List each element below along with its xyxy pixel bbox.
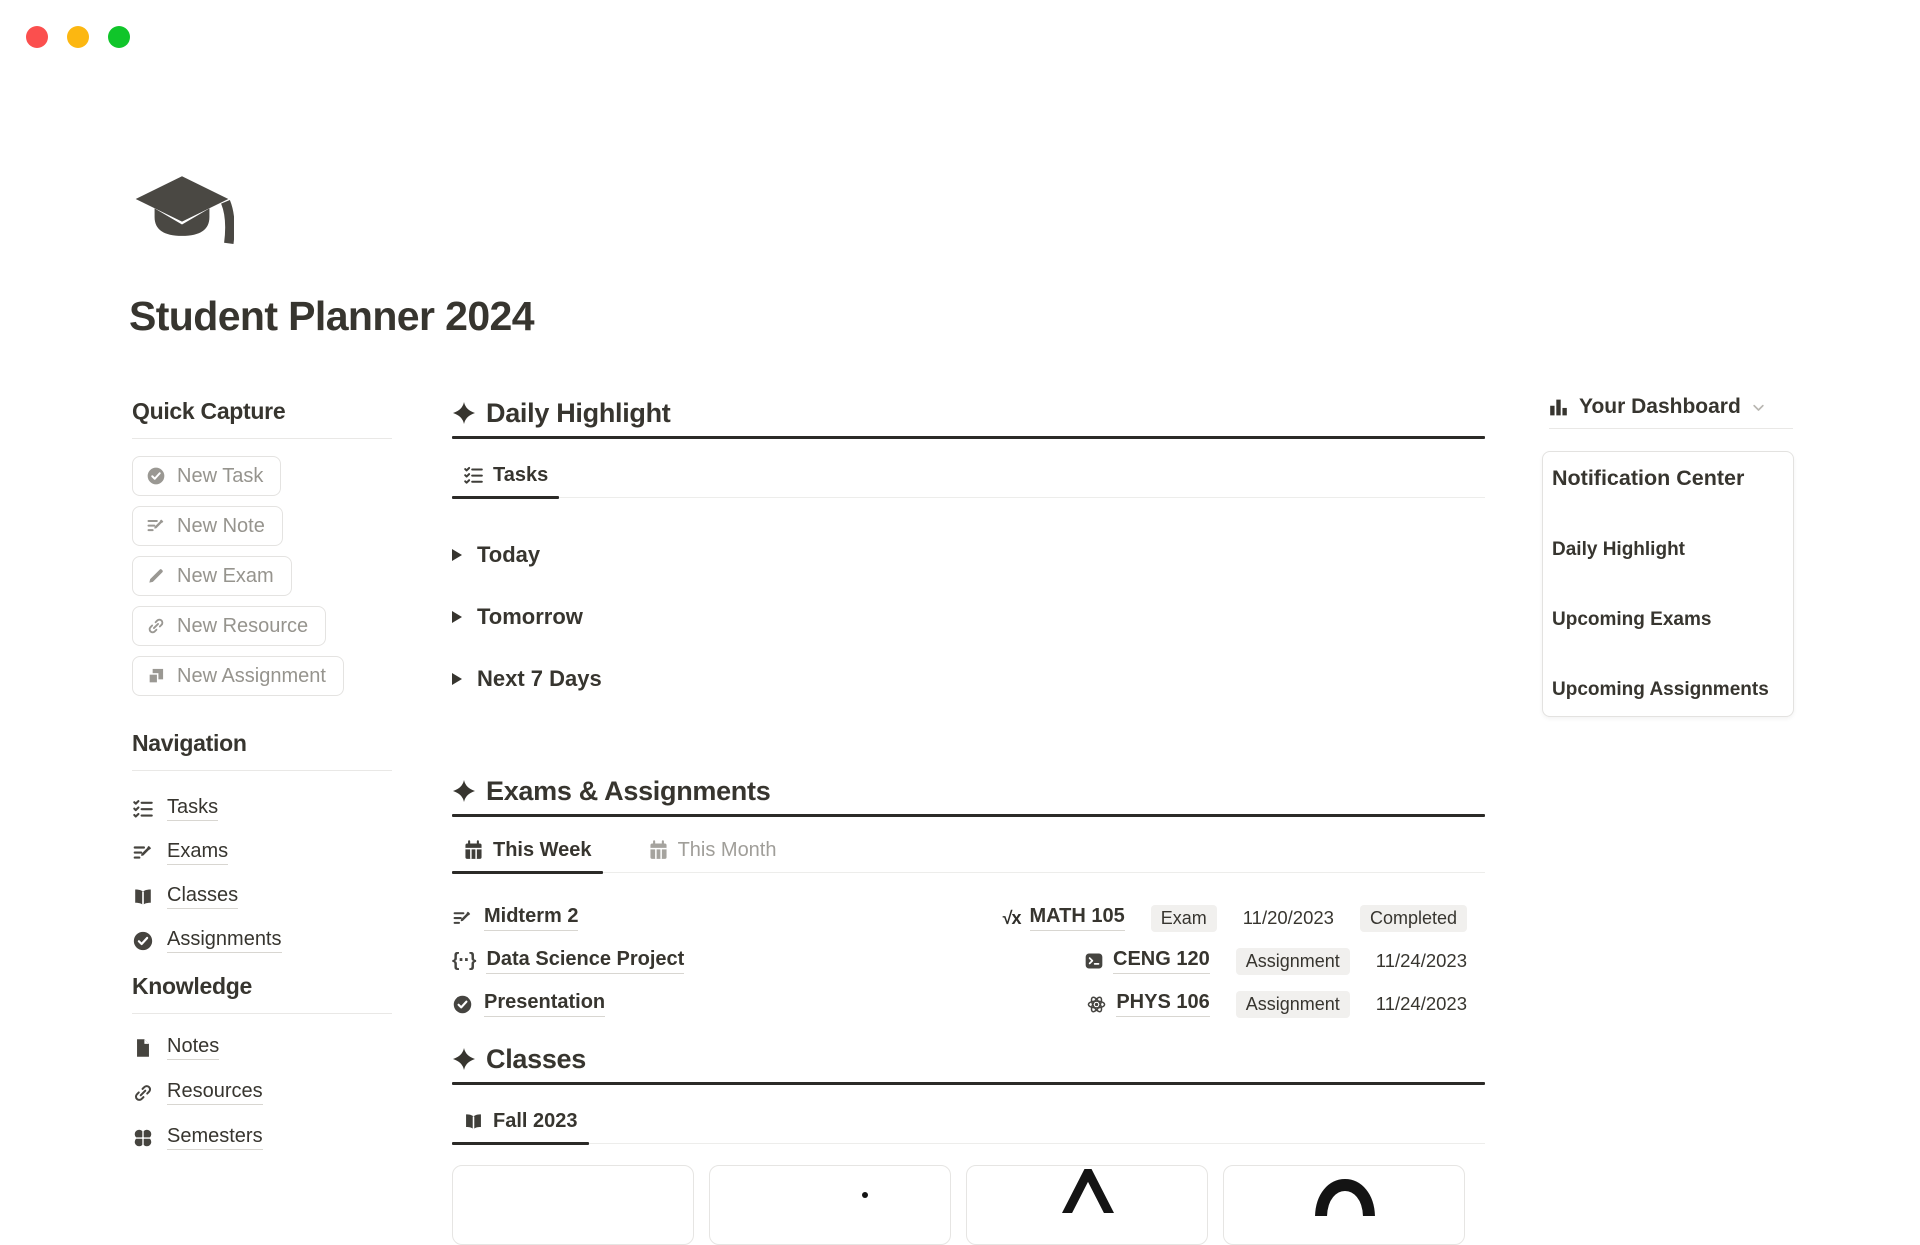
table-row xyxy=(452,947,1467,975)
check-circle-icon xyxy=(132,930,154,952)
triangle-right-icon xyxy=(452,611,462,623)
button-label: New Exam xyxy=(177,565,274,587)
course-link[interactable]: √x MATH 105 xyxy=(1003,905,1125,931)
new-exam-button[interactable] xyxy=(132,556,292,596)
toggle-label: Today xyxy=(477,542,541,567)
arch-glyph xyxy=(1313,1170,1377,1216)
quick-capture-heading: Quick Capture xyxy=(132,398,286,424)
item-title-link[interactable]: Presentation xyxy=(484,991,605,1017)
type-badge: Exam xyxy=(1151,905,1217,932)
checklist-icon xyxy=(132,798,154,820)
check-circle-icon xyxy=(452,994,473,1015)
tab-label: Fall 2023 xyxy=(493,1110,578,1132)
sidebar-item-label: Semesters xyxy=(167,1125,263,1150)
triangle-right-icon xyxy=(452,673,462,685)
check-circle-icon xyxy=(146,466,166,486)
new-task-button[interactable] xyxy=(132,456,281,496)
dashboard-toggle[interactable] xyxy=(1542,395,1794,419)
code-braces-icon: {··} xyxy=(452,950,476,971)
new-resource-button[interactable] xyxy=(132,606,326,646)
navigation-heading: Navigation xyxy=(132,730,247,756)
classes-tabs xyxy=(452,1110,1485,1144)
pages-icon xyxy=(146,666,166,686)
sidebar-item-label: Assignments xyxy=(167,928,282,953)
section-rule xyxy=(452,1082,1485,1085)
navigation-section xyxy=(132,731,392,953)
calendar-icon xyxy=(463,840,484,861)
sidebar-item-semesters[interactable] xyxy=(132,1125,392,1150)
maximize-window-button[interactable] xyxy=(108,26,130,48)
divider xyxy=(1549,428,1793,429)
open-book-icon xyxy=(463,1111,484,1132)
sparkle-icon xyxy=(452,779,476,803)
sidebar-item-notes[interactable] xyxy=(132,1035,392,1060)
item-title-link[interactable]: Data Science Project xyxy=(486,948,684,974)
button-label: New Note xyxy=(177,515,265,537)
page-title: Student Planner 2024 xyxy=(129,293,534,339)
upcoming-assignments-link[interactable]: Upcoming Assignments xyxy=(1552,679,1769,700)
window-controls xyxy=(26,26,130,48)
upcoming-exams-link[interactable]: Upcoming Exams xyxy=(1552,609,1712,630)
due-date: 11/20/2023 xyxy=(1242,907,1334,928)
toggle-today[interactable] xyxy=(452,544,1485,566)
toggle-tomorrow[interactable] xyxy=(452,606,1485,628)
sparkle-icon xyxy=(452,1047,476,1071)
note-pencil-icon xyxy=(452,908,473,929)
tab-this-month[interactable] xyxy=(637,839,788,872)
sidebar-item-label: Resources xyxy=(167,1080,263,1105)
sidebar-item-resources[interactable] xyxy=(132,1080,392,1105)
sidebar-item-label: Exams xyxy=(167,840,228,865)
page-icon xyxy=(132,1037,154,1059)
sidebar-item-assignments[interactable] xyxy=(132,928,392,953)
link-icon xyxy=(132,1082,154,1104)
sidebar xyxy=(132,399,392,1169)
link-icon xyxy=(146,616,166,636)
toggle-label: Next 7 Days xyxy=(477,666,602,691)
course-link[interactable]: PHYS 106 xyxy=(1086,991,1209,1017)
due-date: 11/24/2023 xyxy=(1375,993,1467,1014)
knowledge-section xyxy=(132,974,392,1150)
type-badge: Assignment xyxy=(1236,948,1350,975)
notification-card xyxy=(1542,451,1794,717)
new-note-button[interactable] xyxy=(132,506,283,546)
pencil-icon xyxy=(146,566,166,586)
exams-table xyxy=(452,904,1485,1018)
triangle-right-icon xyxy=(452,549,462,561)
button-label: New Assignment xyxy=(177,665,326,687)
button-label: New Task xyxy=(177,465,264,487)
type-badge: Assignment xyxy=(1236,991,1350,1018)
exams-assignments-heading: Exams & Assignments xyxy=(452,777,1485,805)
sidebar-item-exams[interactable] xyxy=(132,840,392,865)
exams-assignments-section xyxy=(452,777,1485,1018)
daily-highlight-tabs xyxy=(452,464,1485,498)
class-card[interactable] xyxy=(709,1165,951,1245)
exams-tabs xyxy=(452,839,1485,873)
knowledge-heading: Knowledge xyxy=(132,973,252,999)
class-card[interactable] xyxy=(1223,1165,1465,1245)
class-card[interactable] xyxy=(966,1165,1208,1245)
dot-glyph xyxy=(862,1192,868,1198)
daily-highlight-heading: Daily Highlight xyxy=(452,399,1485,427)
note-pencil-icon xyxy=(132,842,154,864)
sidebar-item-label: Notes xyxy=(167,1035,219,1060)
tab-fall-2023[interactable] xyxy=(452,1110,589,1143)
chevron-down-icon xyxy=(1751,400,1766,415)
graduation-cap-icon xyxy=(130,172,234,260)
note-pencil-icon xyxy=(146,516,166,536)
section-rule xyxy=(452,436,1485,439)
status-badge: Completed xyxy=(1360,905,1467,932)
sidebar-item-tasks[interactable] xyxy=(132,796,392,821)
calendar-icon xyxy=(648,840,669,861)
atom-icon xyxy=(1086,994,1107,1015)
button-label: New Resource xyxy=(177,615,309,637)
divider xyxy=(132,1013,392,1014)
classes-heading: Classes xyxy=(452,1045,1485,1073)
tab-label: Tasks xyxy=(493,464,549,486)
sidebar-item-label: Classes xyxy=(167,884,238,909)
tab-label: This Week xyxy=(493,839,592,861)
open-book-icon xyxy=(132,886,154,908)
dashboard-title: Your Dashboard xyxy=(1579,395,1741,418)
sidebar-item-classes[interactable] xyxy=(132,884,392,909)
item-title-link[interactable]: Midterm 2 xyxy=(484,905,578,931)
main-content xyxy=(441,399,1485,1245)
class-card-list xyxy=(452,1165,1485,1245)
dashboard-panel xyxy=(1542,395,1794,717)
minimize-window-button[interactable] xyxy=(67,26,89,48)
clover-icon xyxy=(132,1127,154,1149)
task-toggle-list xyxy=(452,544,1485,690)
toggle-label: Tomorrow xyxy=(477,604,583,629)
class-card[interactable] xyxy=(452,1165,694,1245)
sqrt-icon: √x xyxy=(1002,907,1021,928)
tab-this-week[interactable] xyxy=(452,839,603,872)
table-row xyxy=(452,990,1467,1018)
new-assignment-button[interactable] xyxy=(132,656,344,696)
checklist-icon xyxy=(463,465,484,486)
terminal-icon xyxy=(1084,951,1104,971)
tab-tasks[interactable] xyxy=(452,464,559,497)
close-window-button[interactable] xyxy=(26,26,48,48)
peak-glyph xyxy=(1058,1169,1118,1213)
sparkle-icon xyxy=(452,401,476,425)
due-date: 11/24/2023 xyxy=(1375,950,1467,971)
tab-label: This Month xyxy=(677,839,777,861)
toggle-next-7-days[interactable] xyxy=(452,668,1485,690)
daily-highlight-link[interactable]: Daily Highlight xyxy=(1552,539,1685,560)
course-link[interactable]: CENG 120 xyxy=(1084,948,1210,974)
bar-chart-icon xyxy=(1548,397,1569,418)
divider xyxy=(132,770,392,771)
table-row xyxy=(452,904,1467,932)
section-rule xyxy=(452,814,1485,817)
notification-center-link[interactable]: Notification Center xyxy=(1552,466,1745,490)
divider xyxy=(132,438,392,439)
sidebar-item-label: Tasks xyxy=(167,796,218,821)
classes-section xyxy=(452,1045,1485,1245)
